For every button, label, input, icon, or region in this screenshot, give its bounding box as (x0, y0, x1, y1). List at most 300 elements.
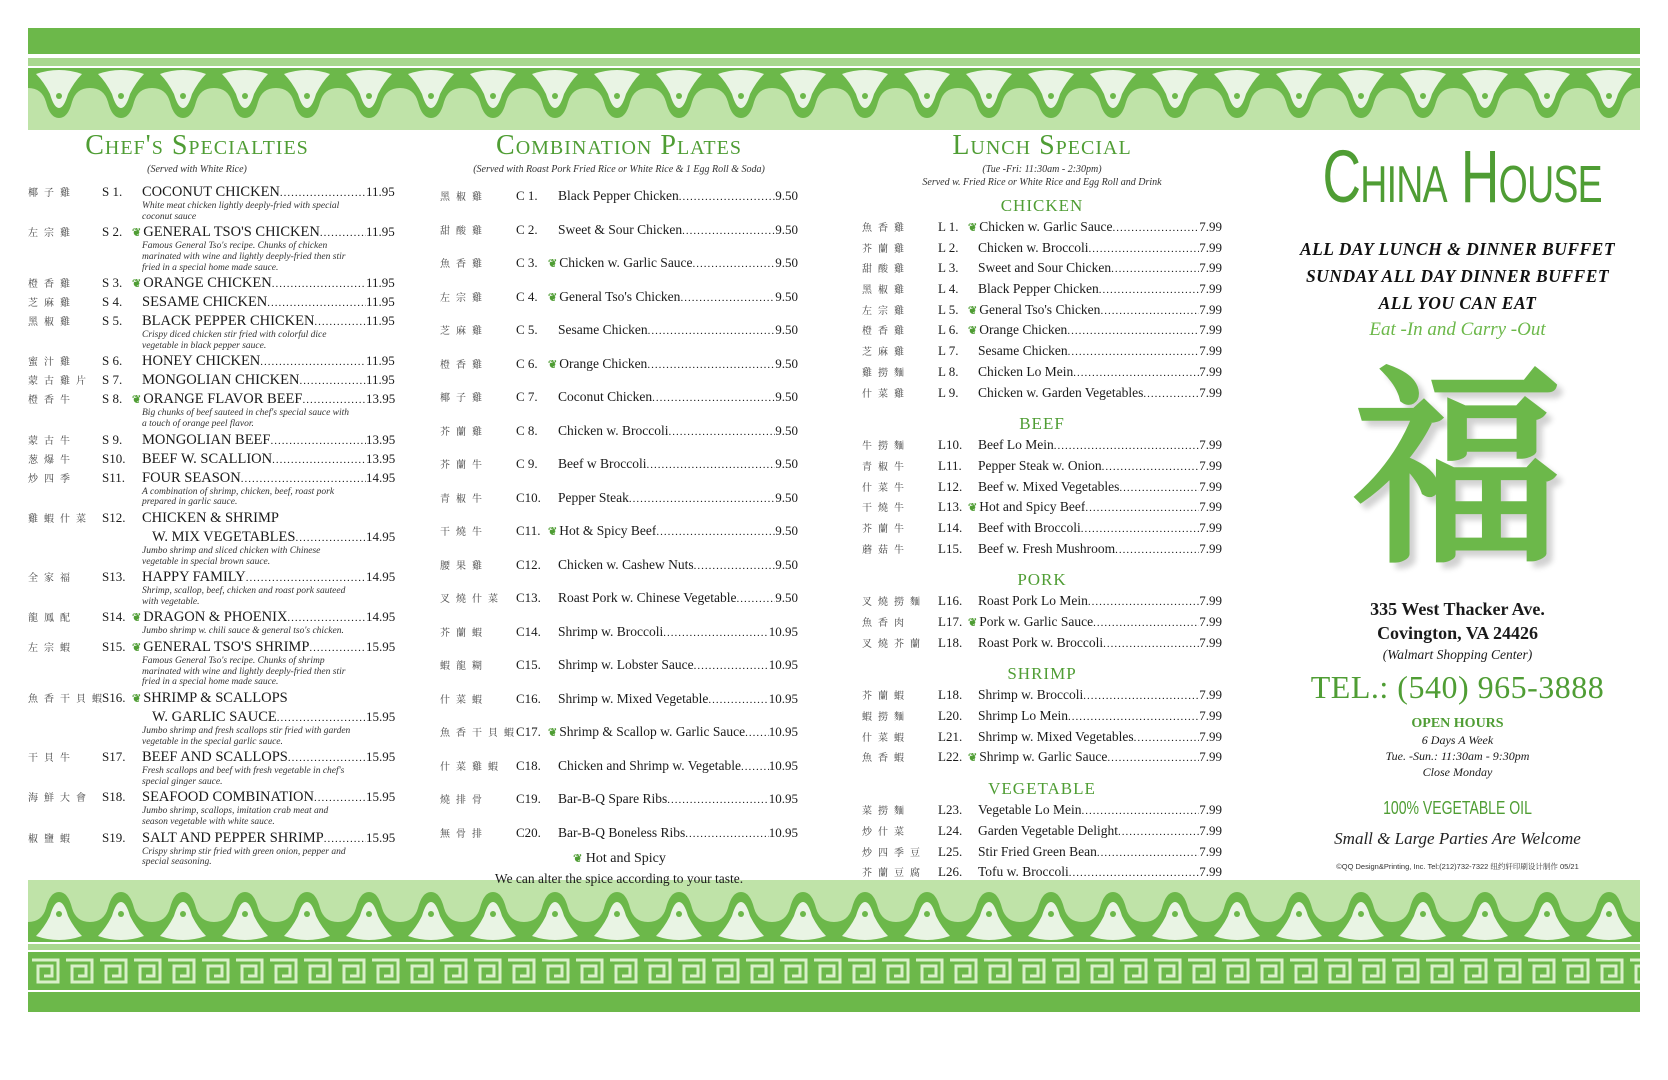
dot-leader (679, 189, 776, 204)
lunch-category-heading: PORK (1017, 570, 1067, 590)
item-description: Famous General Tso's recipe. Chunks of shrimp marinated with wine and lightly deeply-fried then stir fried in a special home made sauce. (142, 656, 346, 688)
lunch-special-column (862, 130, 1222, 886)
menu-item-row[interactable] (862, 220, 1222, 241)
item-name-text: Beef Lo Mein (978, 438, 1054, 453)
item-price: 7.99 (1199, 864, 1222, 880)
menu-item-row[interactable]: 椰子雞 S 1. COCONUT CHICKEN ..... 11.95 (28, 185, 366, 204)
menu-item-row[interactable] (862, 594, 1222, 615)
dot-leader (280, 185, 366, 201)
chinese-name: 青椒牛 (440, 493, 488, 505)
dot-leader (1088, 594, 1199, 609)
item-name-text: Roast Pork w. Broccoli (978, 635, 1104, 650)
item-code: S 4. (102, 294, 123, 310)
dot-leader (241, 471, 366, 487)
chinese-name: 全家福 (28, 573, 76, 585)
buffet-line-1: ALL DAY LUNCH & DINNER BUFFET (1299, 239, 1616, 259)
chinese-name: 葱爆牛 (28, 454, 76, 466)
chinese-name: 芝麻雞 (440, 326, 488, 337)
item-name-text: ORANGE FLAVOR BEEF (143, 392, 303, 408)
dot-leader (1068, 709, 1199, 724)
item-name-text: HONEY CHICKEN (142, 354, 261, 370)
dot-leader (685, 826, 769, 841)
item-name-line-2: W. GARLIC SAUCE (152, 709, 277, 725)
item-name-text: Orange Chicken (979, 323, 1068, 338)
hot-pepper-icon: ❦ (968, 617, 978, 629)
lunch-item-list (862, 196, 1222, 886)
menu-item-row[interactable] (862, 542, 1222, 563)
hot-spicy-legend (440, 851, 798, 867)
chinese-name: 魚香蝦 (862, 753, 910, 765)
item-code: S 5. (102, 313, 123, 329)
dot-leader (668, 424, 775, 439)
telephone-number[interactable]: TEL.: (540) 965-3888 (1310, 669, 1605, 705)
dot-leader (1069, 865, 1199, 880)
item-name-text: Chicken w. Broccoli (978, 240, 1089, 255)
item-name (978, 636, 1103, 651)
menu-item-row[interactable] (862, 636, 1222, 657)
chinese-name: 叉燒芥蘭 (862, 638, 926, 650)
menu-item-row[interactable] (862, 824, 1222, 845)
dot-leader (1097, 845, 1199, 860)
item-code: S 8. (102, 391, 123, 407)
item-price: 10.95 (768, 791, 798, 806)
item-code: L 5. (938, 301, 959, 317)
menu-item-row[interactable] (440, 792, 798, 826)
item-name-text: Black Pepper Chicken (558, 189, 679, 203)
item-code: S 2. (102, 224, 123, 240)
chinese-name: 魚香干貝蝦 (440, 728, 520, 739)
item-price: 10.95 (768, 724, 798, 739)
item-price: 7.99 (1199, 478, 1222, 494)
menu-item-row[interactable] (862, 438, 1222, 459)
menu-item-row[interactable] (440, 189, 798, 223)
menu-item-row[interactable] (440, 591, 798, 625)
dot-leader (1102, 459, 1200, 474)
chinese-name: 龍鳳配 (28, 613, 76, 625)
item-name (978, 344, 1068, 359)
menu-item-row[interactable] (862, 480, 1222, 501)
item-name-text: Hot & Spicy Beef (559, 524, 657, 538)
menu-item-row[interactable] (440, 692, 798, 726)
menu-item-row-cont: W. GARLIC SAUCE ..... 15.95 (28, 710, 366, 729)
item-description: Fresh scallops and beef with fresh vegetable in chef's special ginger sauce. (142, 766, 345, 787)
chinese-name: 芥蘭雞 (440, 426, 488, 438)
item-name (142, 452, 272, 468)
item-code: C10. (516, 489, 541, 505)
chinese-name: 魚香雞 (862, 223, 910, 234)
hot-pepper-icon: ❦ (132, 692, 142, 705)
menu-item-row[interactable] (440, 625, 798, 659)
item-description: Famous General Tso's recipe. Chunks of chicken marinated with wine and lightly deeply-fried then stir fried in a special home made sauce. (142, 241, 346, 273)
item-code: S 6. (102, 353, 123, 369)
dot-leader (287, 610, 366, 626)
buffet-lines (1270, 236, 1645, 317)
chinese-name: 什菜雞 (862, 388, 910, 400)
menu-item-row[interactable]: 葱爆牛 S10. BEEF W. SCALLION ..... 13.95 (28, 452, 366, 471)
address-line-2: Covington, VA 24426 (1377, 623, 1538, 643)
item-code: L18. (938, 687, 963, 703)
item-name (978, 386, 1143, 401)
bottom-scallop-border (28, 880, 1640, 942)
hot-pepper-icon: ❦ (548, 526, 558, 538)
item-name (143, 392, 302, 408)
item-name-text: Stir Fried Green Bean (978, 844, 1097, 859)
menu-item-row[interactable]: 蒙古牛 S 9. MONGOLIAN BEEF ..... 13.95 (28, 433, 366, 452)
eat-in-carry-out: Eat -In and Carry -Out (1369, 319, 1546, 340)
chinese-name: 芥蘭牛 (862, 523, 910, 535)
menu-item-row[interactable] (862, 241, 1222, 262)
menu-item-row[interactable] (862, 282, 1222, 303)
dot-leader (741, 759, 769, 774)
item-price: 7.99 (1199, 301, 1222, 317)
item-name (559, 256, 692, 271)
dot-leader (314, 314, 366, 330)
item-code: S19. (102, 829, 126, 845)
chinese-name: 蝦撈麵 (862, 712, 910, 724)
item-name-text: Orange Chicken (559, 356, 648, 371)
hot-pepper-icon: ❦ (548, 258, 558, 270)
hot-pepper-icon: ❦ (968, 502, 978, 515)
menu-item-row[interactable]: 橙香雞 S 3. ❦ ORANGE CHICKEN ..... 11.95 (28, 276, 366, 295)
item-name (978, 365, 1073, 380)
menu-item-row[interactable] (440, 558, 798, 592)
item-name (978, 824, 1118, 839)
bottom-thin-stripe (28, 944, 1640, 950)
item-price: 9.50 (775, 389, 798, 404)
item-name-text: SALT AND PEPPER SHRIMP (142, 830, 324, 846)
item-code: C 7. (516, 389, 538, 404)
item-code: S 7. (102, 372, 123, 388)
chinese-name: 芥蘭牛 (440, 460, 488, 471)
menu-item-row[interactable] (440, 491, 798, 525)
item-name (978, 438, 1054, 453)
hot-pepper-icon: ❦ (132, 394, 142, 407)
item-name-text: Shrimp w. Broccoli (978, 688, 1084, 703)
open-hours-line-1: 6 Days A Week (1421, 733, 1494, 747)
item-name (978, 709, 1068, 724)
chinese-name: 蒙古雞片 (28, 376, 92, 388)
item-code: C20. (516, 824, 541, 840)
address-note: (Walmart Shopping Center) (1382, 647, 1533, 662)
menu-item-row[interactable] (862, 615, 1222, 636)
menu-item-row[interactable]: 芝麻雞 S 4. SESAME CHICKEN ..... 11.95 (28, 295, 366, 314)
menu-item-row[interactable]: 干貝牛 S17. BEEF AND SCALLOPS ..... 15.95 (28, 750, 366, 769)
buffet-line-3: ALL YOU CAN EAT (1378, 293, 1537, 313)
item-name (978, 480, 1119, 495)
item-name-text: CHICKEN & SHRIMP (142, 510, 279, 526)
chinese-name: 芥蘭蝦 (862, 691, 910, 703)
item-name-text: Roast Pork Lo Mein (978, 594, 1088, 609)
item-name (559, 524, 656, 539)
item-code: L 9. (938, 384, 959, 400)
dot-leader (1134, 730, 1200, 745)
menu-item-row[interactable]: 龍鳳配 S14. ❦ DRAGON & PHOENIX ..... 14.95 (28, 610, 366, 629)
item-name (979, 750, 1107, 765)
menu-item-row[interactable] (440, 223, 798, 257)
chinese-name: 青椒牛 (862, 461, 910, 473)
item-price: 7.99 (1199, 219, 1222, 234)
menu-item-row[interactable]: 蒙古雞片 S 7. MONGOLIAN CHICKEN ..... 11.95 (28, 373, 366, 392)
chinese-name: 牛撈麵 (862, 441, 910, 453)
item-name-text: Bar-B-Q Boneless Ribs (558, 825, 686, 840)
chinese-name: 什菜牛 (862, 482, 910, 494)
item-code: L10. (938, 437, 963, 453)
item-price: 7.99 (1199, 343, 1222, 359)
item-name (978, 688, 1083, 703)
menu-item-row[interactable] (440, 725, 798, 759)
menu-item-row[interactable]: 炒四季 S11. FOUR SEASON ..... 14.95 (28, 471, 366, 490)
item-price: 7.99 (1199, 634, 1222, 650)
item-name-text: Beef w. Fresh Mushroom (978, 541, 1116, 556)
item-name (979, 220, 1112, 235)
dot-leader (652, 390, 775, 405)
item-price: 7.99 (1199, 749, 1222, 765)
item-name-text: Pork w. Garlic Sauce (979, 615, 1094, 629)
item-price: 7.99 (1199, 322, 1222, 338)
dot-leader (648, 323, 776, 338)
chinese-name: 魚香肉 (862, 618, 910, 629)
item-price: 7.99 (1199, 260, 1222, 276)
item-price: 7.99 (1199, 687, 1222, 703)
menu-item-row[interactable]: 左宗蝦 S15. ❦ GENERAL TSO'S SHRIMP ..... 15.95 (28, 640, 366, 659)
menu-item-row[interactable] (440, 424, 798, 458)
item-name (143, 225, 320, 241)
dot-leader (1118, 824, 1199, 839)
chinese-name: 橙香牛 (28, 395, 76, 407)
chinese-name: 芝麻雞 (28, 298, 76, 310)
item-code: C17. (516, 724, 541, 739)
item-name-text: Shrimp & Scallop w. Garlic Sauce (559, 725, 746, 739)
menu-item-row[interactable] (28, 691, 366, 710)
item-name-text: MONGOLIAN CHICKEN (142, 373, 300, 389)
hot-pepper-icon: ❦ (132, 227, 142, 240)
menu-item-row[interactable] (862, 459, 1222, 480)
item-name-text: BLACK PEPPER CHICKEN (142, 314, 315, 330)
item-price: 7.99 (1199, 843, 1222, 859)
item-description: Shrimp, scallop, beef, chicken and roast pork sauteed with vegetable. (142, 586, 346, 607)
chinese-name: 炒什菜 (862, 826, 910, 838)
menu-item-row[interactable] (862, 865, 1222, 886)
item-price: 9.50 (775, 322, 798, 337)
combination-plates-title: Combination Plates (496, 130, 742, 161)
item-code: L26. (938, 864, 963, 880)
item-name-text: Shrimp w. Garlic Sauce (979, 750, 1108, 765)
dot-leader (1111, 261, 1199, 276)
item-name-text: GENERAL TSO'S SHRIMP (143, 640, 310, 655)
top-green-band (28, 28, 1640, 54)
dot-leader (272, 452, 366, 468)
menu-item-row[interactable] (440, 524, 798, 558)
chinese-name: 左宗蝦 (28, 643, 76, 654)
menu-item-row[interactable] (862, 803, 1222, 824)
dot-leader (309, 640, 366, 656)
dot-leader (647, 357, 775, 372)
item-code: L 1. (938, 219, 959, 234)
item-name-text: Chicken w. Garden Vegetables (978, 385, 1144, 400)
chinese-name: 什菜蝦 (862, 732, 910, 744)
item-code: L 8. (938, 363, 959, 379)
item-code: C19. (516, 791, 541, 806)
item-price: 7.99 (1199, 239, 1222, 255)
item-name-text: BEEF W. SCALLION (142, 451, 273, 467)
menu-item-row[interactable] (862, 344, 1222, 365)
dot-leader (314, 790, 366, 806)
item-name (558, 491, 629, 506)
dot-leader (680, 290, 775, 305)
item-code: S16. (102, 689, 126, 705)
item-code: L11. (938, 457, 962, 473)
vegetable-oil-note: 100% VEGETABLE OIL (1383, 798, 1532, 818)
chinese-name: 什菜雞蝦 (440, 761, 504, 773)
dot-leader (299, 373, 366, 389)
dot-leader (260, 354, 366, 370)
chinese-name: 左宗雞 (440, 292, 488, 304)
item-name-text: Black Pepper Chicken (978, 282, 1099, 297)
menu-item-row[interactable] (440, 323, 798, 357)
item-code: S13. (102, 569, 126, 585)
menu-item-row[interactable] (440, 457, 798, 491)
chef-specialties-column (28, 130, 396, 871)
item-price: 10.95 (768, 690, 798, 706)
dot-leader (693, 256, 776, 271)
dot-leader (1143, 386, 1199, 401)
item-name (142, 314, 314, 330)
item-name-text: Chicken and Shrimp w. Vegetable (558, 758, 741, 773)
dot-leader (1067, 323, 1199, 338)
item-code: C18. (516, 757, 541, 773)
dot-leader (246, 570, 366, 586)
hot-pepper-icon: ❦ (968, 325, 978, 338)
hot-pepper-icon: ❦ (132, 612, 142, 625)
item-name-text: GENERAL TSO'S CHICKEN (143, 225, 320, 241)
item-name (558, 692, 708, 707)
menu-item-row[interactable]: 蜜汁雞 S 6. HONEY CHICKEN ..... 11.95 (28, 354, 366, 373)
item-name-text: General Tso's Chicken (979, 302, 1101, 317)
hot-pepper-icon: ❦ (132, 278, 142, 291)
chinese-name: 黑椒雞 (28, 317, 76, 329)
menu-item-row[interactable] (862, 521, 1222, 542)
menu-item-row[interactable] (862, 709, 1222, 730)
chinese-name: 左宗雞 (28, 228, 76, 240)
menu-item-row[interactable]: 左宗雞 S 2. ❦ GENERAL TSO'S CHICKEN ..... 11.95 (28, 225, 366, 244)
chinese-name: 叉燒撈麵 (862, 597, 926, 609)
menu-item-row[interactable]: 全家福 S13. HAPPY FAMILY ..... 14.95 (28, 570, 366, 589)
dot-leader (694, 558, 776, 573)
item-name-text: Chicken w. Garlic Sauce (559, 256, 693, 270)
dot-leader (736, 591, 775, 606)
item-name (142, 511, 279, 527)
item-description: Jumbo shrimp and fresh scallops stir fried with garden vegetable in the special garlic sauce. (142, 725, 351, 747)
menu-item-row[interactable] (440, 256, 798, 290)
item-price: 9.50 (775, 288, 798, 304)
item-price: 10.95 (768, 824, 798, 840)
lunch-category-heading: VEGETABLE (988, 779, 1096, 799)
item-name-text: Chicken w. Garlic Sauce (979, 220, 1113, 234)
item-price: 7.99 (1199, 281, 1222, 297)
item-code: C 9. (516, 456, 538, 471)
item-name-text: Beef w. Mixed Vegetables (978, 479, 1120, 494)
item-code: C 6. (516, 355, 538, 371)
menu-item-row[interactable] (440, 290, 798, 324)
item-name (978, 803, 1081, 818)
item-price: 7.99 (1199, 540, 1222, 556)
item-price: 10.95 (768, 657, 798, 672)
item-price: 9.50 (775, 255, 798, 270)
dot-leader (1119, 480, 1199, 495)
dot-leader (1093, 615, 1199, 630)
menu-item-row[interactable]: 黑椒雞 S 5. BLACK PEPPER CHICKEN ..... 11.95 (28, 314, 366, 333)
item-name-text: Coconut Chicken (558, 390, 653, 404)
dot-leader (1103, 636, 1199, 651)
item-code: C 2. (516, 221, 538, 237)
item-price: 7.99 (1199, 437, 1222, 453)
chinese-name: 椰子雞 (28, 188, 76, 199)
item-name (143, 276, 271, 292)
item-name (558, 558, 694, 573)
dot-leader (629, 491, 775, 506)
item-code: S 1. (102, 184, 123, 199)
menu-item-row[interactable] (862, 730, 1222, 751)
chinese-name: 左宗雞 (862, 305, 910, 317)
chef-specialties-title: Chef's Specialties (85, 130, 309, 161)
menu-item-row[interactable] (440, 390, 798, 424)
dot-leader (1073, 365, 1199, 380)
menu-item-row[interactable] (862, 845, 1222, 866)
menu-item-row[interactable]: 橙香牛 S 8. ❦ ORANGE FLAVOR BEEF ..... 13.95 (28, 392, 366, 411)
menu-item-row[interactable] (28, 511, 366, 530)
menu-item-row[interactable] (440, 759, 798, 793)
hot-pepper-icon: ❦ (968, 222, 978, 234)
chinese-name: 甜酸雞 (440, 225, 488, 237)
item-name-text: Shrimp w. Lobster Sauce (558, 658, 694, 672)
menu-item-row[interactable] (862, 386, 1222, 407)
menu-item-row[interactable] (862, 688, 1222, 709)
item-name (978, 459, 1102, 474)
chinese-name: 腰果雞 (440, 560, 488, 572)
menu-item-row[interactable] (862, 750, 1222, 771)
item-name (142, 471, 241, 487)
hot-pepper-icon: ❦ (548, 727, 558, 739)
menu-item-row[interactable]: 椒鹽蝦 S19. SALT AND PEPPER SHRIMP ..... 15.95 (28, 831, 366, 850)
item-code: C 4. (516, 288, 538, 304)
menu-item-row[interactable] (862, 323, 1222, 344)
chinese-name: 椰子雞 (440, 393, 488, 404)
chinese-name: 干貝牛 (28, 753, 76, 765)
menu-item-row[interactable] (862, 500, 1222, 521)
dot-leader (1081, 521, 1200, 536)
chinese-name: 干燒牛 (440, 527, 488, 538)
item-code: L23. (938, 802, 963, 818)
brand-panel (1270, 130, 1645, 872)
menu-item-row[interactable] (862, 261, 1222, 282)
item-name (142, 790, 314, 806)
menu-item-row[interactable] (440, 658, 798, 692)
top-scallop-border (28, 68, 1640, 130)
menu-item-row[interactable]: 海鮮大會 S18. SEAFOOD COMBINATION ..... 15.95 (28, 790, 366, 809)
item-name-text: Bar-B-Q Spare Ribs (558, 792, 668, 806)
item-code: L17. (938, 614, 963, 629)
menu-item-row[interactable] (862, 303, 1222, 324)
item-name-text: Vegetable Lo Mein (978, 803, 1082, 818)
menu-item-row[interactable] (862, 365, 1222, 386)
item-price: 10.95 (768, 623, 798, 639)
menu-item-row[interactable] (440, 357, 798, 391)
dot-leader (1054, 438, 1200, 453)
item-description: A combination of shrimp, chicken, beef, roast pork prepared in garlic sauce. (142, 486, 335, 508)
item-name (558, 457, 646, 472)
dot-leader (682, 223, 775, 238)
dot-leader (1083, 688, 1199, 703)
